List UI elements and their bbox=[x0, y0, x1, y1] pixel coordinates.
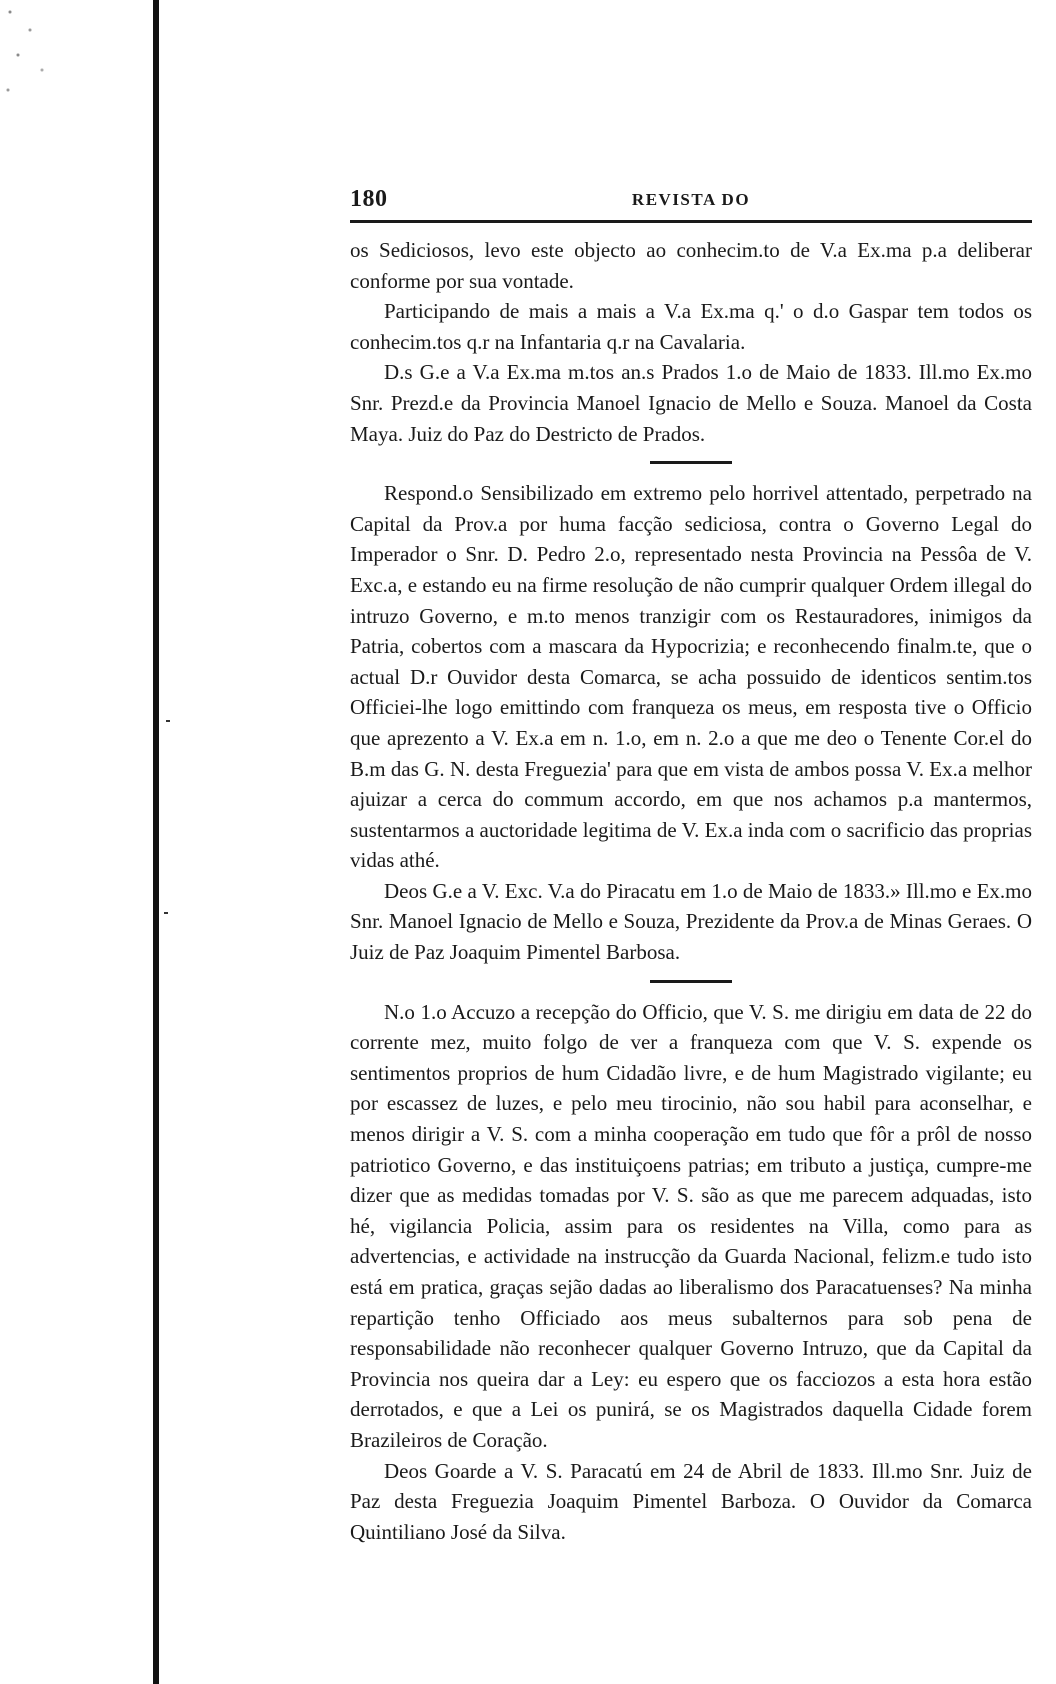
document-page bbox=[350, 186, 1032, 1547]
running-head bbox=[350, 186, 1032, 220]
header-rule bbox=[350, 220, 1032, 223]
paragraph-signature: Deos G.e a V. Exc. V.a do Piracatu em 1.o de Maio de 1833.» Ill.mo e Ex.mo Snr. Manoel Ignacio de Mello e Souza, Prezidente da Prov.a de Minas Geraes. O Juiz de Paz Joaquim Pimentel Barbosa. bbox=[350, 878, 1032, 965]
page-number: 180 bbox=[350, 186, 388, 212]
scan-mark bbox=[166, 720, 170, 722]
paragraph-signature: D.s G.e a V.a Ex.ma m.tos an.s Prados 1.o de Maio de 1833. Ill.mo Ex.mo Snr. Prezd.e da Provincia Manoel Ignacio de Mello e Souza. Manoel da Costa Maya. Juiz do Paz do Destricto de Prados. bbox=[350, 360, 1032, 446]
paragraph-signature: Deos Goarde a V. S. Paracatú em 24 de Abril de 1833. Ill.mo Snr. Juiz de Paz desta Freguezia Joaquim Pimentel Barboza. O Ouvidor da Comarca Quintiliano José da Silva. bbox=[350, 1458, 1032, 1544]
section-separator bbox=[650, 980, 732, 983]
binding-gutter-line bbox=[153, 0, 159, 1684]
scan-speckle bbox=[0, 0, 60, 110]
scan-mark bbox=[164, 912, 168, 914]
paragraph-continuation: os Sediciosos, levo este objecto ao conhecim.to de V.a Ex.ma p.a deliberar conforme por sua vontade. bbox=[350, 238, 1032, 293]
running-title: REVISTA DO bbox=[631, 190, 751, 209]
page-margin bbox=[0, 0, 150, 1684]
section-separator bbox=[650, 461, 732, 464]
paragraph-response: Respond.o Sensibilizado em extremo pelo horrivel attentado, perpetrado na Capital da Prov.a por huma facção sediciosa, contra o Governo Legal do Imperador o Snr. D. Pedro 2.o, representado nesta Provincia na Pessôa de V. Exc.a, e estando eu na firme resolução de não cumprir qualquer Ordem illegal do intruzo Governo, e m.to menos tranzigir com os Restauradores, inimigos da Patria, cobertos com a mascara da Hypocrizia; e reconhecendo finalm.te, que o actual D.r Ouvidor desta Comarca, se acha possuido de identicos sentim.tos Officiei-lhe logo emittindo com franqueza os meus, em resposta tive o Officio que aprezento a V. Ex.a em n. 1.o, em n. 2.o a que me deo o Tenente Cor.el do B.m das G. N. desta Freguezia' para que em vista de ambos possa V. Ex.a melhor ajuizar a cerca do commum accordo, em que nos achamos p.a mantermos, sustentarmos a auctoridade legitima de V. Ex.a inda com o sacrificio das proprias vidas athé. bbox=[350, 481, 1032, 873]
paragraph-letter-1: N.o 1.o Accuzo a recepção do Officio, que V. S. me dirigiu em data de 22 do corrente mez, muito folgo de ver a franqueza com que V. S. expende os sentimentos proprios de hum Cidadão livre, e de hum Magistrado vigilante; eu por escassez de luzes, e pelo meu tirocinio, não sou habil para aconselhar, e menos dirigir a V. S. com a minha cooperação em tudo que fôr a prôl de nosso patriotico Governo, e das instituiçoens patrias; em tributo a justiça, cumpre-me dizer que as medidas tomadas por V. S. são as que me parecem adquadas, isto hé, vigilancia Policia, assim para os residentes na Villa, como para as advertencias, e actividade na instrucção da Guarda Nacional, felizm.e tudo isto está em pratica, graças sejão dadas ao liberalismo dos Paracatuenses? Na minha repartição tenho Officiado aos meus subalternos para sob pena de responsabilidade não reconhecer qualquer Governo Intruzo, que da Capital da Provincia nos queira dar a Ley: eu espero que os facciozos a esta hora estão derrotados, e que a Lei os punirá, se os Magistrados daquella Cidade forem Brazileiros de Coração. bbox=[350, 999, 1032, 1452]
paragraph: Participando de mais a mais a V.a Ex.ma q.' o d.o Gaspar tem todos os conhecim.tos q.r na Infantaria q.r na Cavalaria. bbox=[350, 299, 1032, 354]
